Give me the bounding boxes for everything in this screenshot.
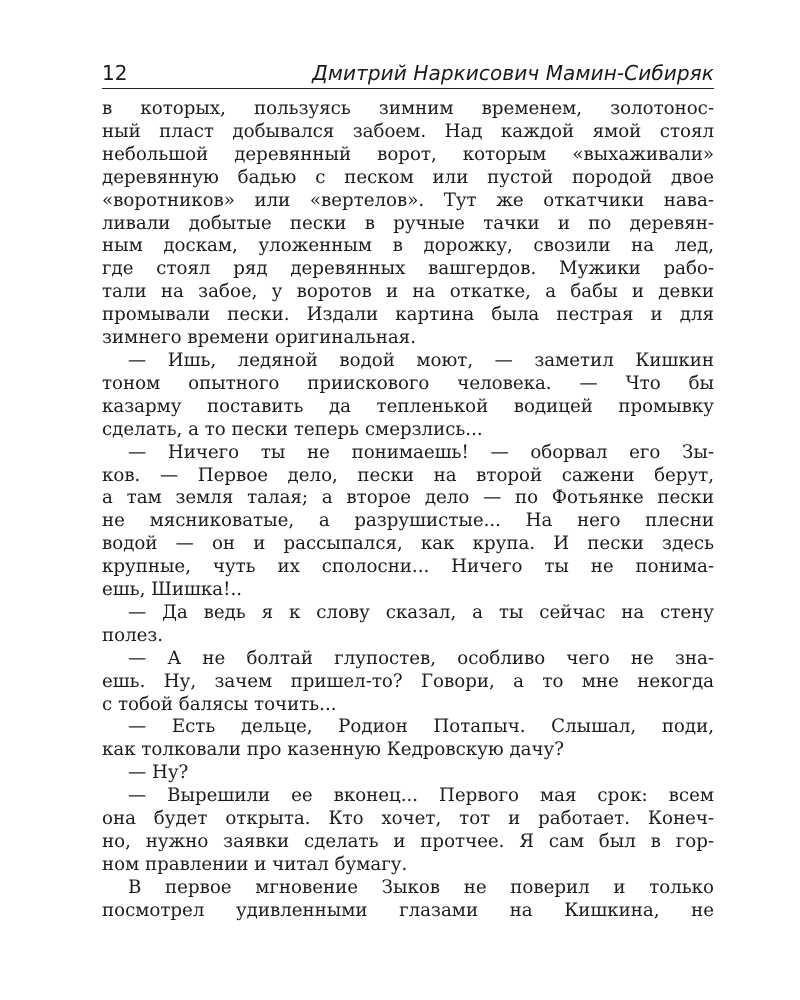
text-line: полез. (102, 624, 164, 646)
text-line: с тобой балясы точить... (102, 693, 337, 715)
text-line: ешь. Ну, зачем пришел-то? Говори, а то мне некогда (102, 670, 714, 692)
text-line: сделать, а то пески теперь смерзлись... (102, 418, 483, 440)
running-head (102, 58, 714, 89)
text-line: посмотрел удивленными глазами на Кишкина, не (102, 899, 714, 921)
text-line: — Есть дельце, Родион Потапыч. Слышал, поди, (128, 716, 714, 738)
text-line: ливали добытые пески в ручные тачки и по деревян- (102, 212, 714, 234)
page-number: 12 (102, 61, 128, 85)
text-line: ный пласт добывался забоем. Над каждой ямой стоял (102, 120, 714, 142)
text-line: ном правлении и читал бумагу. (102, 853, 408, 875)
text-line: тоном опытного приискового человека. — Что бы (102, 372, 714, 394)
text-line: — А не болтай глупостев, особливо чего не зна- (128, 647, 714, 669)
text-line: в которых, пользуясь зимним временем, золотонос- (102, 98, 714, 119)
author-name: Дмитрий Наркисович Мамин-Сибиряк (312, 61, 714, 85)
text-line: ешь, Шишка!.. (102, 579, 243, 601)
text-line: где стоял ряд деревянных вашгердов. Мужики рабо- (102, 258, 714, 280)
text-line: ков. — Первое дело, пески на второй сажени берут, (102, 464, 714, 486)
text-line: В первое мгновение Зыков не поверил и только (128, 876, 714, 898)
text-line: «воротников» или «вертелов». Тут же откатчики нава- (102, 189, 714, 211)
book-page (102, 58, 714, 923)
text-line: — Ну? (128, 762, 189, 784)
text-line: крупные, чуть их сполосни... Ничего ты не понима- (102, 556, 714, 578)
text-line: но, нужно заявки сделать и протчее. Я сам был в гор- (102, 831, 714, 852)
text-line: казарму поставить да тепленькой водицей промывку (102, 395, 714, 417)
text-line: тали на забое, у воротов и на откатке, а бабы и девки (102, 281, 714, 303)
text-line: небольшой деревянный ворот, которым «выхаживали» (102, 143, 714, 165)
text-line: ным доскам, уложенным в дорожку, свозили на лед, (102, 235, 714, 257)
text-line: она будет открыта. Кто хочет, тот и работает. Конеч- (102, 808, 714, 830)
text-line: а там земля талая; а второе дело — по Фотьянке пески (102, 487, 714, 509)
text-line: зимнего времени оригинальная. (102, 327, 416, 349)
text-line: — Ишь, ледяной водой моют, — заметил Кишкин (128, 349, 714, 371)
text-line: не мясниковатые, а разрушистые... На него плесни (102, 510, 714, 532)
text-line: промывали пески. Издали картина была пестрая и для (102, 304, 714, 326)
text-line: деревянную бадью с песком или пустой породой двое (102, 166, 714, 188)
text-line: водой — он и рассыпался, как крупа. И пески здесь (102, 533, 714, 555)
text-line: — Ничего ты не понимаешь! — оборвал его Зы- (128, 441, 714, 463)
text-line: как толковали про казенную Кедровскую дачу? (102, 739, 564, 761)
text-line: — Вырешили ее вконец... Первого мая срок: всем (128, 785, 714, 807)
text-line: — Да ведь я к слову сказал, а ты сейчас на стену (128, 601, 714, 623)
body-text (102, 98, 714, 923)
